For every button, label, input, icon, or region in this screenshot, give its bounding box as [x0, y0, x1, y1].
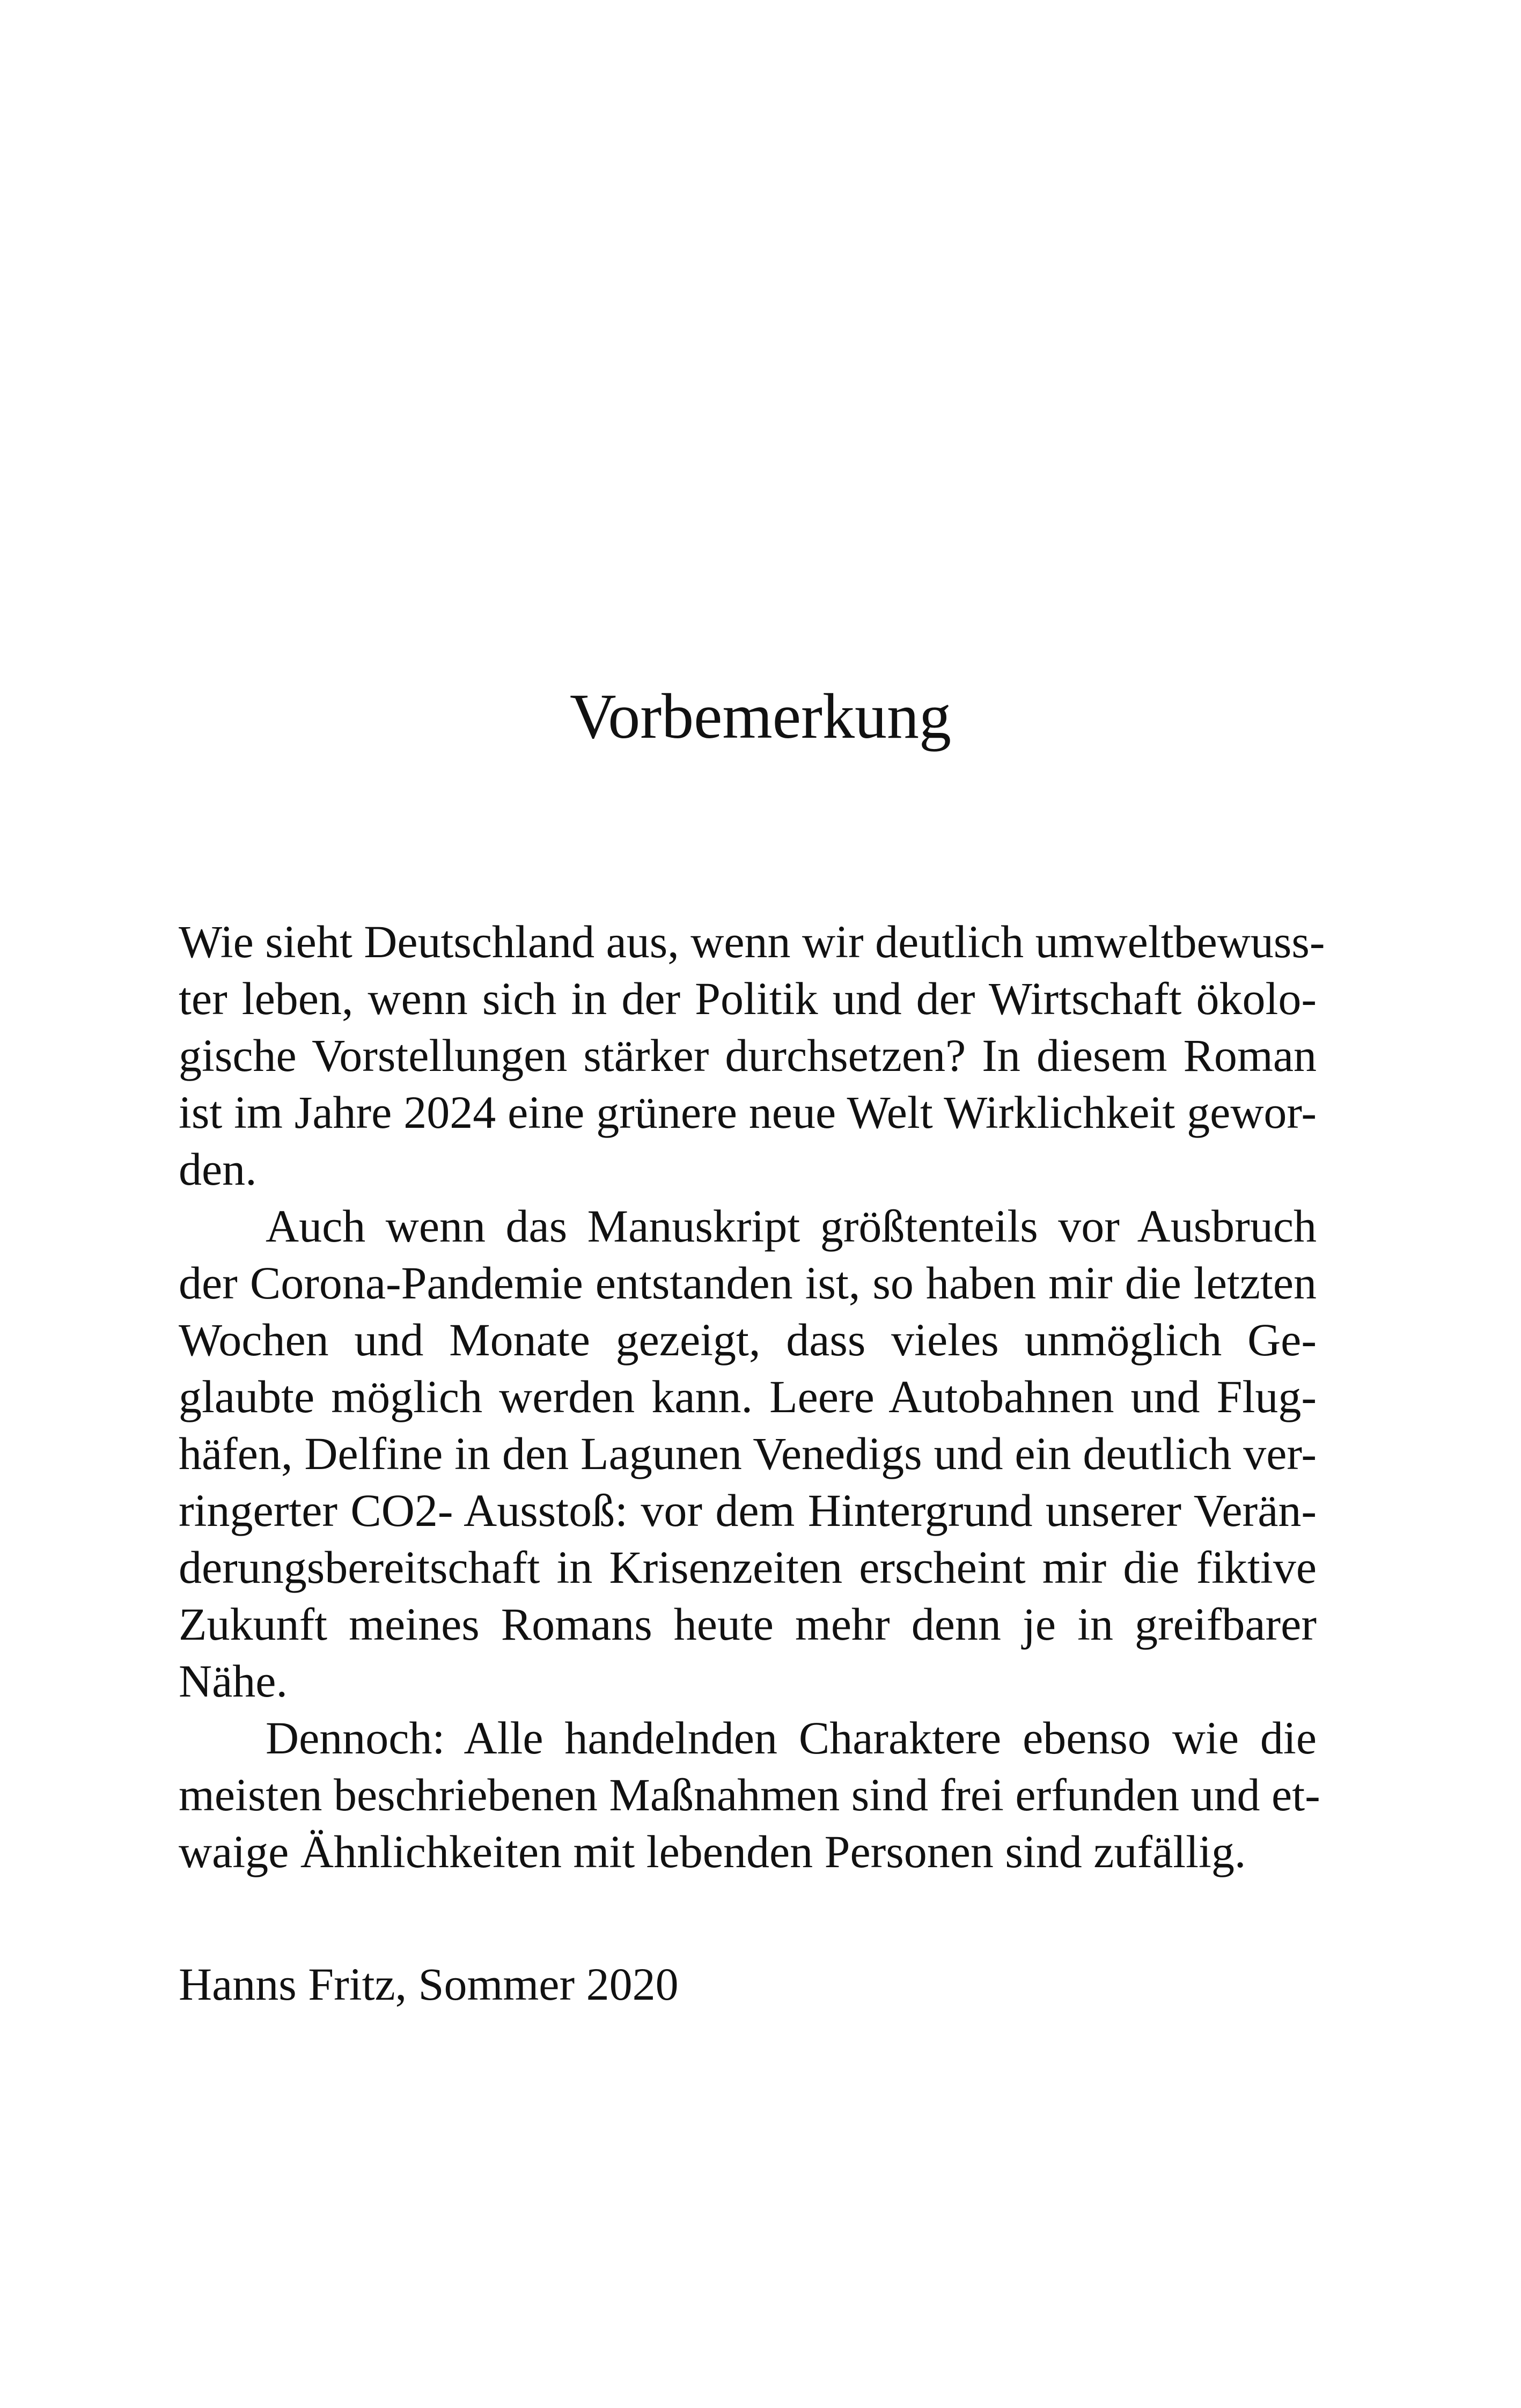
text-line: Dennoch: Alle handelnden Charaktere ebenso wie die	[266, 1712, 1317, 1764]
text-line: Wie sieht Deutschland aus, wenn wir deutlich umweltbewuss-	[179, 916, 1325, 967]
text-line: Wochen und Monate gezeigt, dass vieles unmöglich Ge-	[179, 1314, 1317, 1365]
text-line: der Corona-Pandemie entstanden ist, so haben mir die letzten	[179, 1257, 1317, 1309]
text-line: Auch wenn das Manuskript größtenteils vor Ausbruch	[266, 1200, 1317, 1252]
text-line: ringerter CO2- Ausstoß: vor dem Hintergrund unserer Verän-	[179, 1485, 1317, 1536]
text-line: derungsbereitschaft in Krisenzeiten erscheint mir die fiktive	[179, 1541, 1317, 1593]
text-line: gische Vorstellungen stärker durchsetzen? In diesem Roman	[179, 1030, 1317, 1081]
text-line: den.	[179, 1143, 257, 1195]
text-line: Zukunft meines Romans heute mehr denn je in greifbarer	[179, 1598, 1317, 1650]
text-line: häfen, Delfine in den Lagunen Venedigs und ein deutlich ver-	[179, 1428, 1317, 1479]
text-line: Nähe.	[179, 1655, 288, 1707]
text-line: meisten beschriebenen Maßnahmen sind frei erfunden und et-	[179, 1769, 1320, 1820]
page-title: Vorbemerkung	[570, 680, 951, 752]
signature: Hanns Fritz, Sommer 2020	[179, 1958, 679, 2010]
text-line: glaubte möglich werden kann. Leere Autobahnen und Flug-	[179, 1371, 1317, 1422]
text-line: ter leben, wenn sich in der Politik und der Wirtschaft ökolo-	[179, 973, 1317, 1024]
text-line: ist im Jahre 2024 eine grünere neue Welt Wirklichkeit gewor-	[179, 1086, 1317, 1138]
text-line: waige Ähnlichkeiten mit lebenden Personen sind zufällig.	[179, 1826, 1246, 1877]
